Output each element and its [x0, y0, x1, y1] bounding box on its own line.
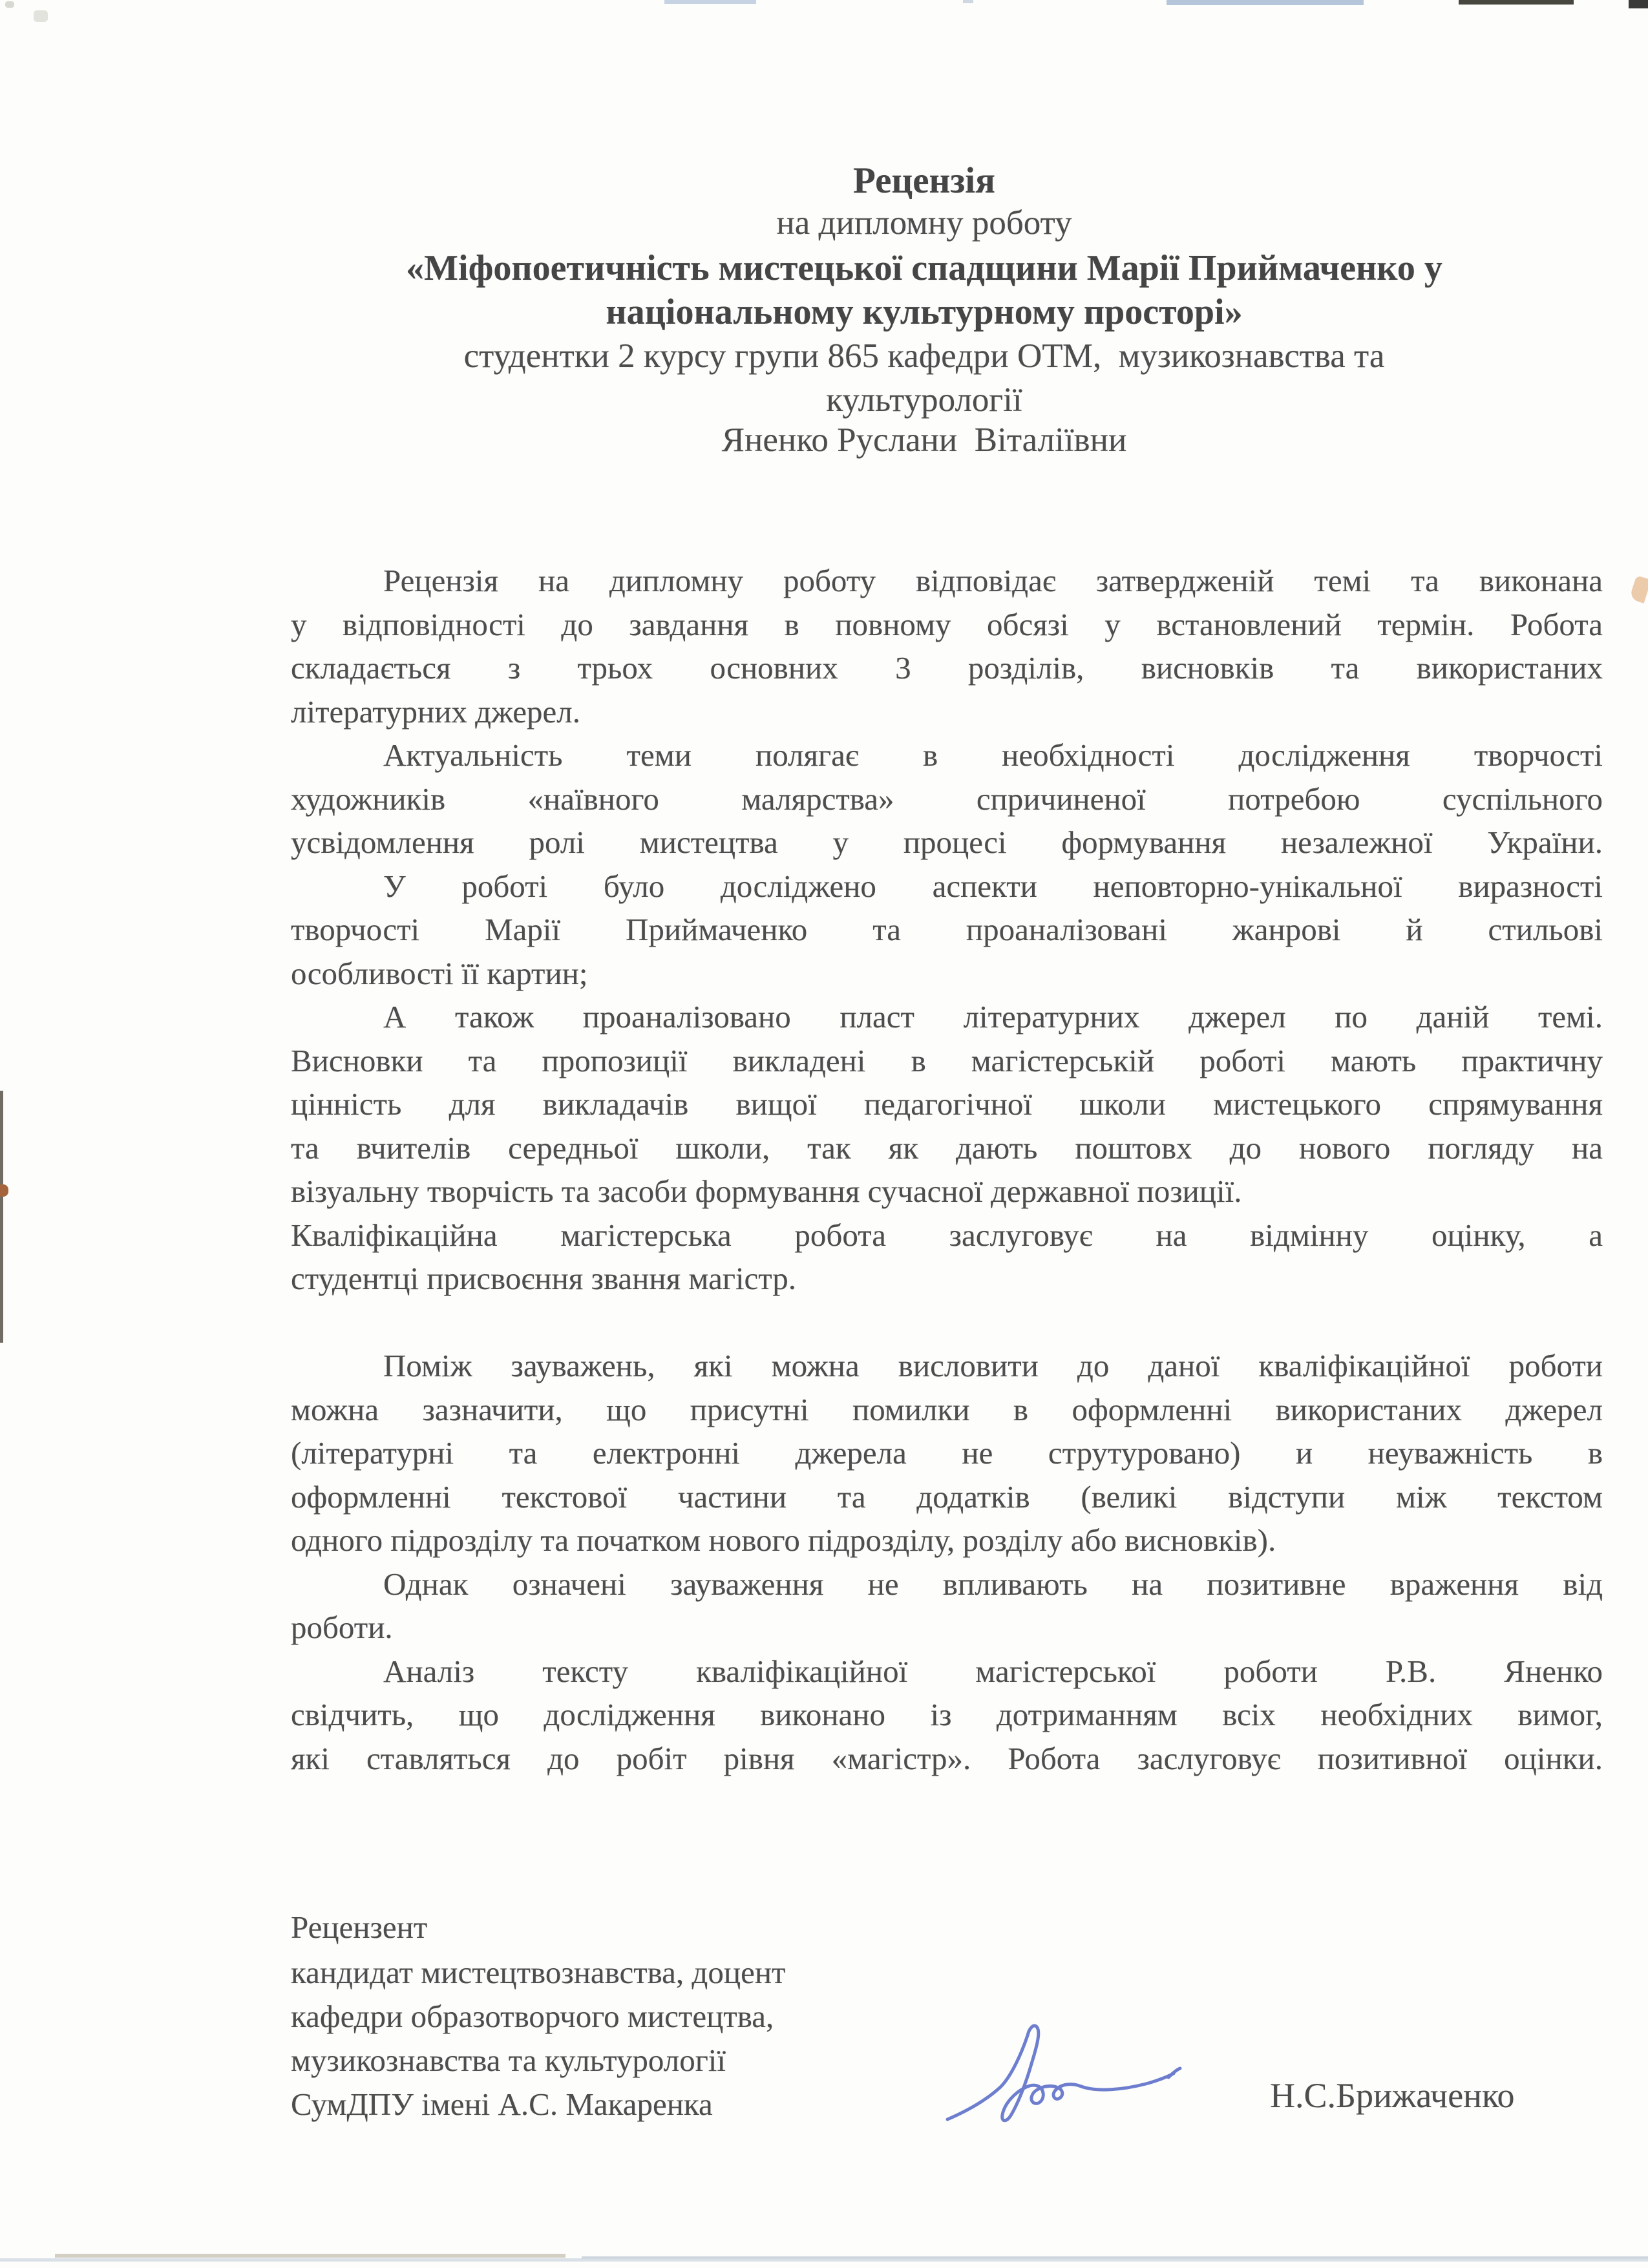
text-line-body-25: можна зазначити, що присутні помилки в оформленні використаних джерел [291, 1392, 1603, 1427]
text-line-body-24: Поміж зауважень, які можна висловити до даної кваліфікаційної роботи [383, 1348, 1603, 1383]
text-line-body-9: складається з трьох основних 3 розділів, висновків та використаних [291, 650, 1603, 686]
text-line-body-27: оформленні текстової частини та додатків (великі відступи між текстом [291, 1479, 1603, 1515]
scan-artifact-left-edge-line [0, 1091, 3, 1343]
text-line-body-19: цінність для викладачів вищої педагогічної школи мистецького спрямування [291, 1086, 1603, 1122]
text-line-body-22: Кваліфікаційна магістерська робота заслуговує на відмінну оцінку, а [291, 1217, 1603, 1253]
text-line-body-20: та вчителів середньої школи, так як дають поштовх до нового погляду на [291, 1130, 1603, 1166]
text-line-title-2: «Міфопоетичність мистецької спадщини Марії Приймаченко у [406, 248, 1442, 288]
scan-artifact-right-edge-tan-mark [1629, 575, 1648, 604]
text-line-title-5: культурології [826, 381, 1022, 419]
scan-artifact-bottom-line-right [582, 2256, 1648, 2259]
text-line-body-31: Аналіз тексту кваліфікаційної магістерської роботи Р.В. Яненко [383, 1654, 1603, 1689]
text-line-body-16: особливості її картин; [291, 956, 588, 991]
text-line-body-7: Рецензія на дипломну роботу відповідає затвердженій темі та виконана [383, 563, 1603, 598]
text-line-body-10: літературних джерел. [291, 694, 581, 730]
text-line-body-8: у відповідності до завдання в повному обсязі у встановлений термін. Робота [291, 607, 1603, 642]
scan-artifact-top-right-corner [1629, 0, 1648, 8]
text-line-title-1: на дипломну роботу [776, 204, 1072, 242]
text-line-body-28: одного підрозділу та початком нового підрозділу, розділу або висновків). [291, 1522, 1276, 1558]
text-line-body-17: А також проаналізовано пласт літературних джерел по даній темі. [383, 999, 1603, 1034]
text-line-title-4: студентки 2 курсу групи 865 кафедри ОТМ, музикознавства та [463, 337, 1385, 375]
text-line-closing-38: СумДПУ імені А.С. Макаренка [291, 2086, 713, 2122]
text-line-closing-36: кафедри образотворчого мистецтва, [291, 1999, 774, 2034]
text-line-body-29: Однак означені зауваження не впливають на позитивне враження від [383, 1566, 1603, 1602]
text-line-body-23: студентці присвоєння звання магістр. [291, 1261, 797, 1296]
text-line-body-15: творчості Марії Приймаченко та проаналізовані жанрові й стильові [291, 912, 1603, 947]
text-line-body-21: візуальну творчість та засоби формування сучасної державної позиції. [291, 1173, 1242, 1209]
text-line-title-3: національному культурному просторі» [606, 292, 1243, 332]
scan-artifact-bottom-tan-line [55, 2254, 565, 2258]
scan-artifact-left-edge-dot [0, 1184, 8, 1197]
text-line-closing-34: Рецензент [291, 1909, 428, 1945]
text-line-body-32: свідчить, що дослідження виконано із дотриманням всіх необхідних вимог, [291, 1697, 1603, 1732]
text-line-closing-35: кандидат мистецтвознавства, доцент [291, 1955, 786, 1990]
text-line-closing-37: музикознавства та культурології [291, 2042, 726, 2078]
scan-artifact-top-edge-dark [1459, 0, 1574, 5]
text-line-body-14: У роботі було досліджено аспекти неповторно-унікальної виразності [383, 868, 1603, 904]
text-line-body-13: усвідомлення ролі мистецтва у процесі формування незалежної України. [291, 824, 1603, 860]
text-line-body-11: Актуальність теми полягає в необхідності дослідження творчості [383, 737, 1603, 773]
text-line-body-33: які ставляться до робіт рівня «магістр». Робота заслуговує позитивної оцінки. [291, 1741, 1603, 1776]
scan-artifact-corner-speck-2 [34, 10, 48, 22]
text-line-body-12: художників «наївного малярства» спричиненої потребою суспільного [291, 781, 1603, 817]
text-line-body-18: Висновки та пропозиції викладені в магістерській роботі мають практичну [291, 1043, 1603, 1078]
scan-artifact-top-edge-blue-3 [1167, 0, 1364, 5]
scan-artifact-corner-speck-1 [5, 1, 14, 8]
handwritten-signature [938, 2015, 1197, 2144]
reviewer-name: Н.С.Брижаченко [1270, 2076, 1515, 2115]
text-line-body-26: (літературні та електронні джерела не струтуровано) и неуважність в [291, 1435, 1603, 1471]
text-line-title-0: Рецензія [853, 160, 995, 201]
scan-artifact-top-edge-blue-1 [664, 0, 756, 4]
scan-artifact-top-edge-blue-2 [963, 0, 973, 3]
text-line-body-30: роботи. [291, 1610, 393, 1645]
text-line-title-6: Яненко Руслани Віталіївни [721, 421, 1127, 459]
